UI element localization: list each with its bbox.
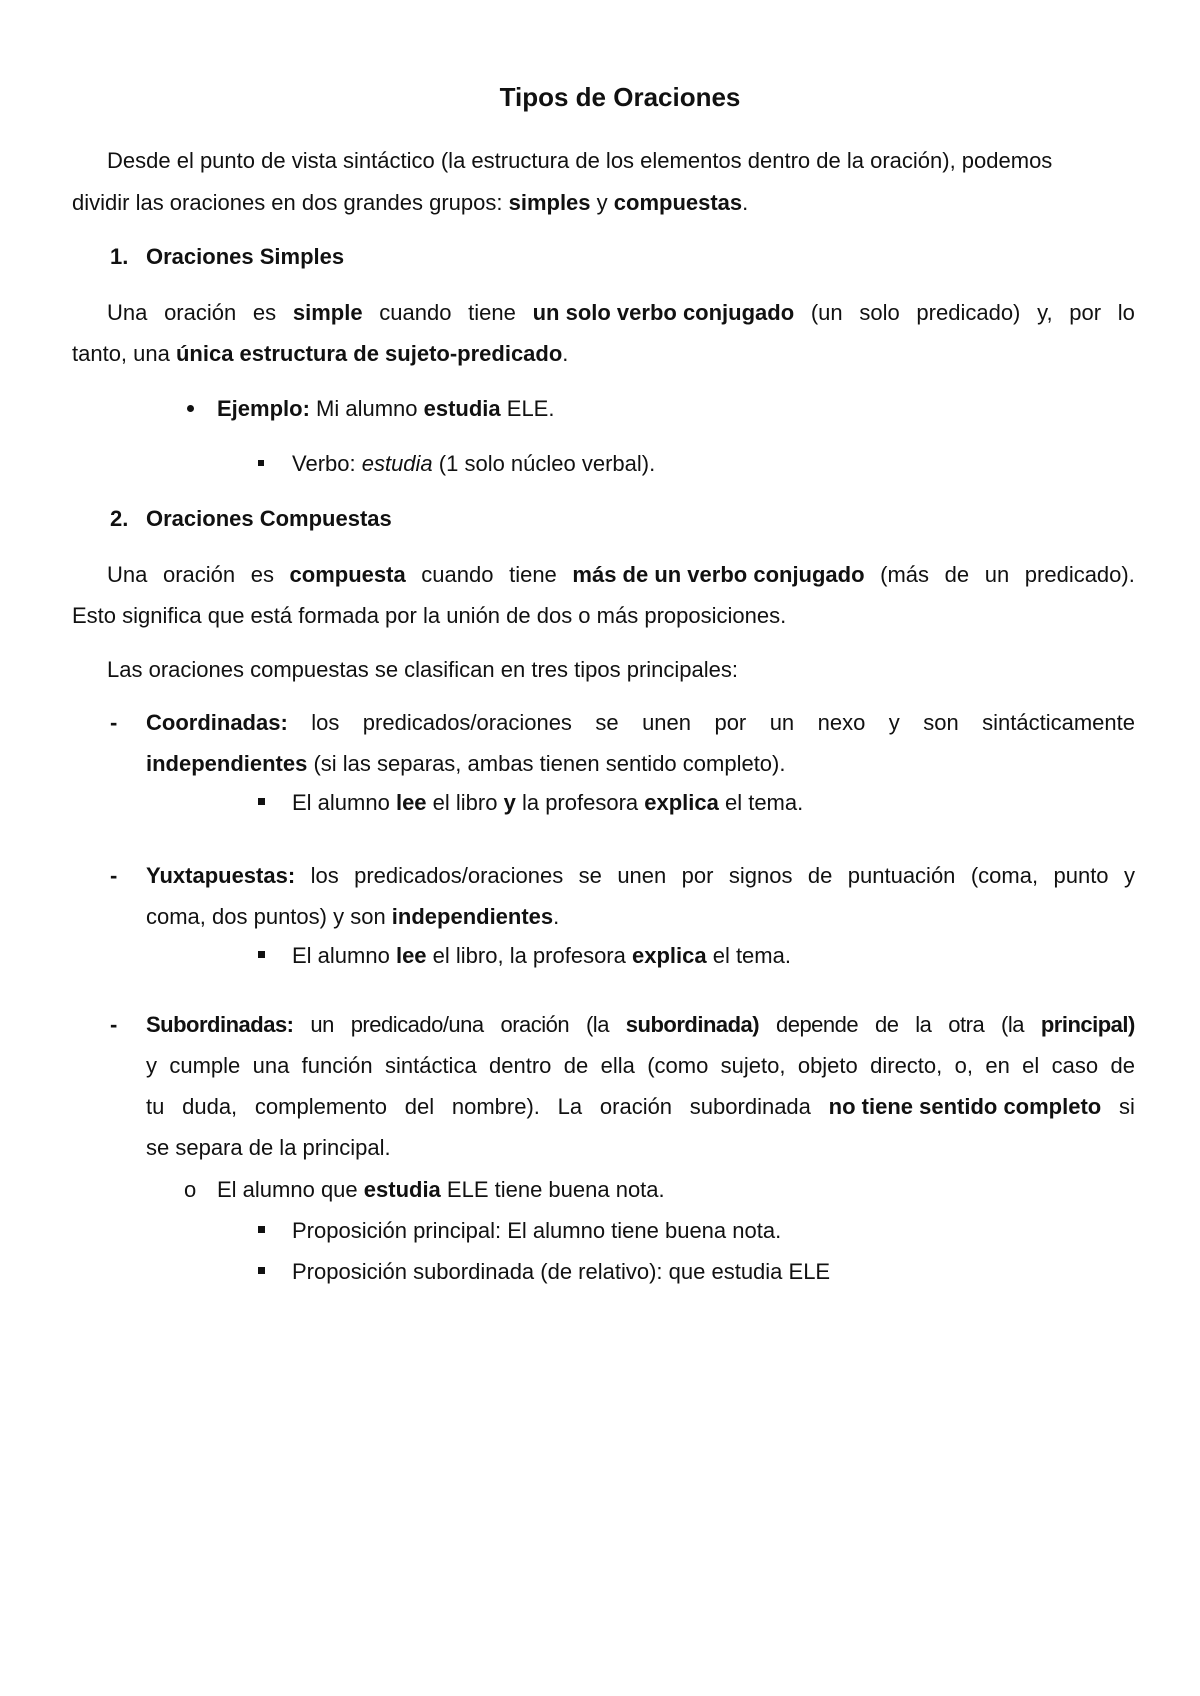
simple-paragraph-line-1: Una oración es simple cuando tiene un solo verbo conjugado (un solo predicado) y, por lo <box>107 300 1135 325</box>
subordinadas-line-1: Subordinadas: un predicado/una oración (la subordinada) depende de la otra (la principal) <box>146 1012 1135 1037</box>
coordinadas-line-2: independientes (si las separas, ambas tienen sentido completo). <box>146 751 786 776</box>
subordinadas-line-3: tu duda, complemento del nombre). La oración subordinada no tiene sentido completo si <box>146 1094 1135 1119</box>
compound-types-intro: Las oraciones compuestas se clasifican en tres tipos principales: <box>107 657 738 682</box>
subordinadas-relative: Proposición subordinada (de relativo): que estudia ELE <box>292 1259 831 1284</box>
compound-paragraph-line-1: Una oración es compuesta cuando tiene más de un verbo conjugado (más de un predicado). <box>107 562 1135 587</box>
intro-line-1: Desde el punto de vista sintáctico (la estructura de los elementos dentro de la oración), podemos <box>107 148 1053 173</box>
coordinadas-example: El alumno lee el libro y la profesora explica el tema. <box>292 790 804 815</box>
dash-marker: - <box>110 1012 118 1037</box>
simple-verb-note: Verbo: estudia (1 solo núcleo verbal). <box>292 451 656 476</box>
circle-bullet-icon: o <box>184 1177 197 1202</box>
section-2-title: Oraciones Compuestas <box>146 506 392 531</box>
simple-paragraph-line-2: tanto, una única estructura de sujeto-predicado. <box>72 341 569 366</box>
subordinadas-line-4: se separa de la principal. <box>146 1135 391 1160</box>
subordinadas-line-2: y cumple una función sintáctica dentro de ella (como sujeto, objeto directo, o, en el caso de <box>146 1053 1135 1078</box>
square-bullet-icon <box>258 1267 265 1274</box>
bullet-icon <box>187 405 194 412</box>
yuxtapuestas-line-2: coma, dos puntos) y son independientes. <box>146 904 560 929</box>
section-2-heading: 2. <box>110 506 129 531</box>
square-bullet-icon <box>258 798 265 805</box>
dash-marker: - <box>110 710 118 735</box>
simple-example: Ejemplo: Mi alumno estudia ELE. <box>217 396 555 421</box>
square-bullet-icon <box>258 1226 265 1233</box>
section-1-heading: 1. <box>110 244 129 269</box>
intro-line-2: dividir las oraciones en dos grandes grupos: simples y compuestas. <box>72 190 749 215</box>
subordinadas-principal: Proposición principal: El alumno tiene buena nota. <box>292 1218 782 1243</box>
yuxtapuestas-line-1: Yuxtapuestas: los predicados/oraciones se unen por signos de puntuación (coma, punto y <box>146 863 1135 888</box>
yuxtapuestas-example: El alumno lee el libro, la profesora explica el tema. <box>292 943 791 968</box>
section-1-title: Oraciones Simples <box>146 244 345 269</box>
dash-marker: - <box>110 863 118 888</box>
coordinadas-line-1: Coordinadas: los predicados/oraciones se unen por un nexo y son sintácticamente <box>146 710 1135 735</box>
square-bullet-icon <box>258 460 264 466</box>
square-bullet-icon <box>258 951 265 958</box>
compound-paragraph-line-2: Esto significa que está formada por la unión de dos o más proposiciones. <box>72 603 787 628</box>
page-title: Tipos de Oraciones <box>499 82 741 112</box>
subordinadas-example: El alumno que estudia ELE tiene buena nota. <box>217 1177 665 1202</box>
